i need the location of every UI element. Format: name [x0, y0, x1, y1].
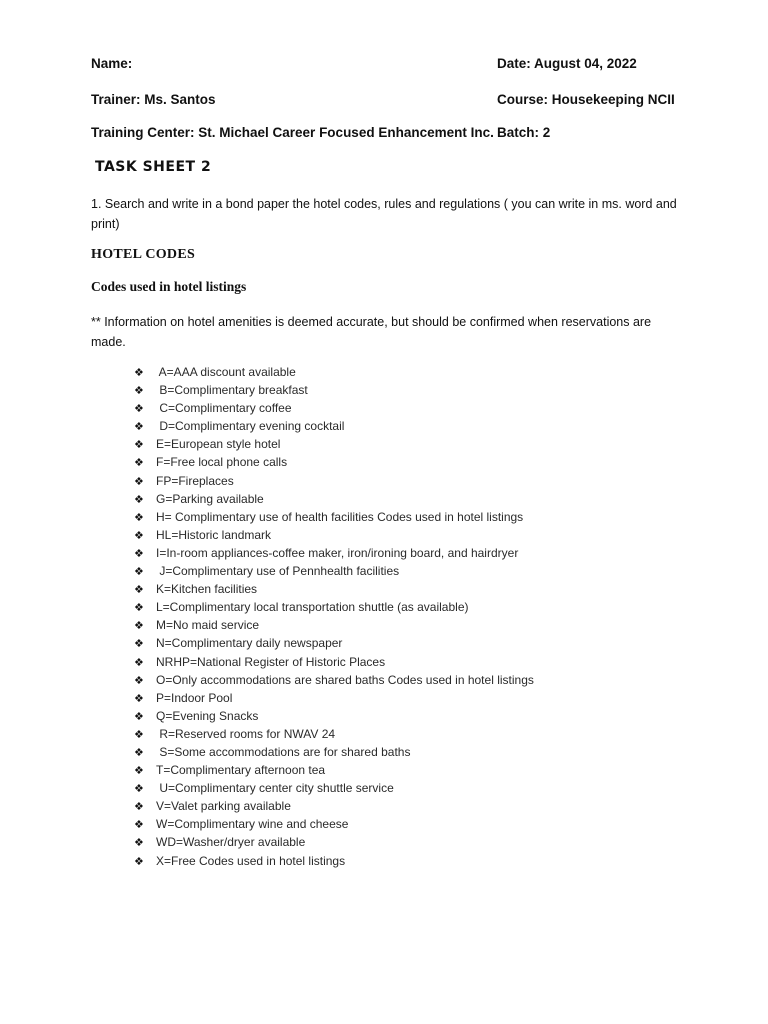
- diamond-bullet-icon: ❖: [134, 818, 144, 832]
- hotel-code-text: J=Complimentary use of Pennhealth facilities: [156, 564, 400, 579]
- diamond-bullet-icon: ❖: [134, 474, 144, 488]
- diamond-bullet-icon: ❖: [134, 655, 144, 669]
- hotel-code-item: [134, 616, 534, 634]
- hotel-code-item: [134, 490, 534, 508]
- hotel-code-text: R=Reserved rooms for NWAV 24: [156, 726, 336, 741]
- trainer-label: Trainer: Ms. Santos: [91, 92, 216, 107]
- hotel-code-text: WD=Washer/dryer available: [156, 835, 306, 850]
- training-center-label: Training Center: St. Michael Career Focused Enhancement Inc.: [91, 125, 494, 140]
- hotel-code-item: [134, 562, 534, 580]
- hotel-code-item: [134, 671, 534, 689]
- hotel-code-text: M=No maid service: [156, 618, 260, 633]
- diamond-bullet-icon: ❖: [134, 673, 144, 687]
- hotel-code-text: Q=Evening Snacks: [156, 708, 259, 723]
- hotel-code-item: [134, 544, 534, 562]
- hotel-code-item: [134, 472, 534, 490]
- diamond-bullet-icon: ❖: [134, 583, 144, 597]
- diamond-bullet-icon: ❖: [134, 384, 144, 398]
- name-label: Name:: [91, 56, 133, 71]
- amenities-note: ** Information on hotel amenities is deemed accurate, but should be confirmed when reservations are made.: [91, 315, 652, 349]
- hotel-code-item: [134, 508, 534, 526]
- hotel-codes-list: [134, 363, 534, 870]
- hotel-code-text: D=Complimentary evening cocktail: [156, 419, 345, 434]
- hotel-code-item: [134, 453, 534, 471]
- hotel-code-item: [134, 526, 534, 544]
- diamond-bullet-icon: ❖: [134, 691, 144, 705]
- hotel-code-text: T=Complimentary afternoon tea: [156, 763, 326, 778]
- diamond-bullet-icon: ❖: [134, 709, 144, 723]
- hotel-code-item: [134, 653, 534, 671]
- hotel-code-item: [134, 598, 534, 616]
- hotel-code-item: [134, 580, 534, 598]
- hotel-code-item: [134, 779, 534, 797]
- hotel-code-text: NRHP=National Register of Historic Places: [156, 654, 386, 669]
- diamond-bullet-icon: ❖: [134, 637, 144, 651]
- hotel-code-item: [134, 797, 534, 815]
- hotel-code-item: [134, 417, 534, 435]
- hotel-code-item: [134, 435, 534, 453]
- hotel-code-text: X=Free Codes used in hotel listings: [156, 853, 346, 868]
- diamond-bullet-icon: ❖: [134, 546, 144, 560]
- diamond-bullet-icon: ❖: [134, 510, 144, 524]
- hotel-code-item: [134, 381, 534, 399]
- hotel-code-text: HL=Historic landmark: [156, 527, 272, 542]
- hotel-code-text: L=Complimentary local transportation shuttle (as available): [156, 600, 469, 615]
- hotel-code-item: [134, 743, 534, 761]
- hotel-code-text: O=Only accommodations are shared baths Codes used in hotel listings: [156, 672, 534, 687]
- diamond-bullet-icon: ❖: [134, 764, 144, 778]
- hotel-code-text: A=AAA discount available: [156, 365, 296, 379]
- hotel-code-item: [134, 833, 534, 851]
- diamond-bullet-icon: ❖: [134, 782, 144, 796]
- hotel-code-text: G=Parking available: [156, 491, 264, 506]
- instruction-text: 1. Search and write in a bond paper the hotel codes, rules and regulations ( you can write in ms. word and print): [91, 197, 677, 231]
- hotel-code-item: [134, 852, 534, 870]
- diamond-bullet-icon: ❖: [134, 528, 144, 542]
- date-label: Date: August 04, 2022: [497, 56, 637, 71]
- hotel-code-text: I=In-room appliances-coffee maker, iron/ironing board, and hairdryer: [156, 545, 519, 560]
- hotel-code-item: [134, 707, 534, 725]
- hotel-code-text: N=Complimentary daily newspaper: [156, 636, 343, 651]
- diamond-bullet-icon: ❖: [134, 745, 144, 759]
- diamond-bullet-icon: ❖: [134, 601, 144, 615]
- diamond-bullet-icon: ❖: [134, 727, 144, 741]
- hotel-code-text: H= Complimentary use of health facilities Codes used in hotel listings: [156, 509, 524, 524]
- diamond-bullet-icon: ❖: [134, 438, 144, 452]
- diamond-bullet-icon: ❖: [134, 854, 144, 868]
- diamond-bullet-icon: ❖: [134, 420, 144, 434]
- hotel-code-item: [134, 634, 534, 652]
- hotel-code-item: [134, 725, 534, 743]
- hotel-code-text: W=Complimentary wine and cheese: [156, 817, 349, 832]
- diamond-bullet-icon: ❖: [134, 565, 144, 579]
- section-heading-hotel-codes: HOTEL CODES: [91, 247, 196, 262]
- task-sheet-title: TASK SHEET 2: [95, 159, 212, 175]
- hotel-code-text: U=Complimentary center city shuttle service: [156, 781, 394, 796]
- hotel-code-text: FP=Fireplaces: [156, 473, 234, 488]
- diamond-bullet-icon: ❖: [134, 492, 144, 506]
- diamond-bullet-icon: ❖: [134, 836, 144, 850]
- hotel-code-text: S=Some accommodations are for shared baths: [156, 744, 411, 759]
- header-row-trainer-course: [91, 92, 691, 112]
- diamond-bullet-icon: ❖: [134, 456, 144, 470]
- hotel-code-text: F=Free local phone calls: [156, 455, 288, 470]
- sub-heading-codes: Codes used in hotel listings: [91, 279, 247, 294]
- hotel-code-item: [134, 761, 534, 779]
- hotel-code-text: V=Valet parking available: [156, 799, 291, 814]
- hotel-code-text: B=Complimentary breakfast: [156, 383, 308, 398]
- hotel-code-text: C=Complimentary coffee: [156, 401, 292, 416]
- hotel-code-item: [134, 689, 534, 707]
- hotel-code-item: [134, 363, 534, 381]
- hotel-code-text: P=Indoor Pool: [156, 690, 233, 705]
- hotel-code-item: [134, 399, 534, 417]
- hotel-code-text: K=Kitchen facilities: [156, 582, 258, 597]
- course-label: Course: Housekeeping NCII: [497, 92, 675, 107]
- diamond-bullet-icon: ❖: [134, 366, 144, 379]
- diamond-bullet-icon: ❖: [134, 619, 144, 633]
- header-row-center-batch: [91, 125, 691, 145]
- hotel-code-text: E=European style hotel: [156, 437, 281, 452]
- hotel-code-item: [134, 815, 534, 833]
- header-row-name-date: [91, 56, 691, 76]
- batch-label: Batch: 2: [497, 125, 551, 140]
- diamond-bullet-icon: ❖: [134, 402, 144, 416]
- diamond-bullet-icon: ❖: [134, 800, 144, 814]
